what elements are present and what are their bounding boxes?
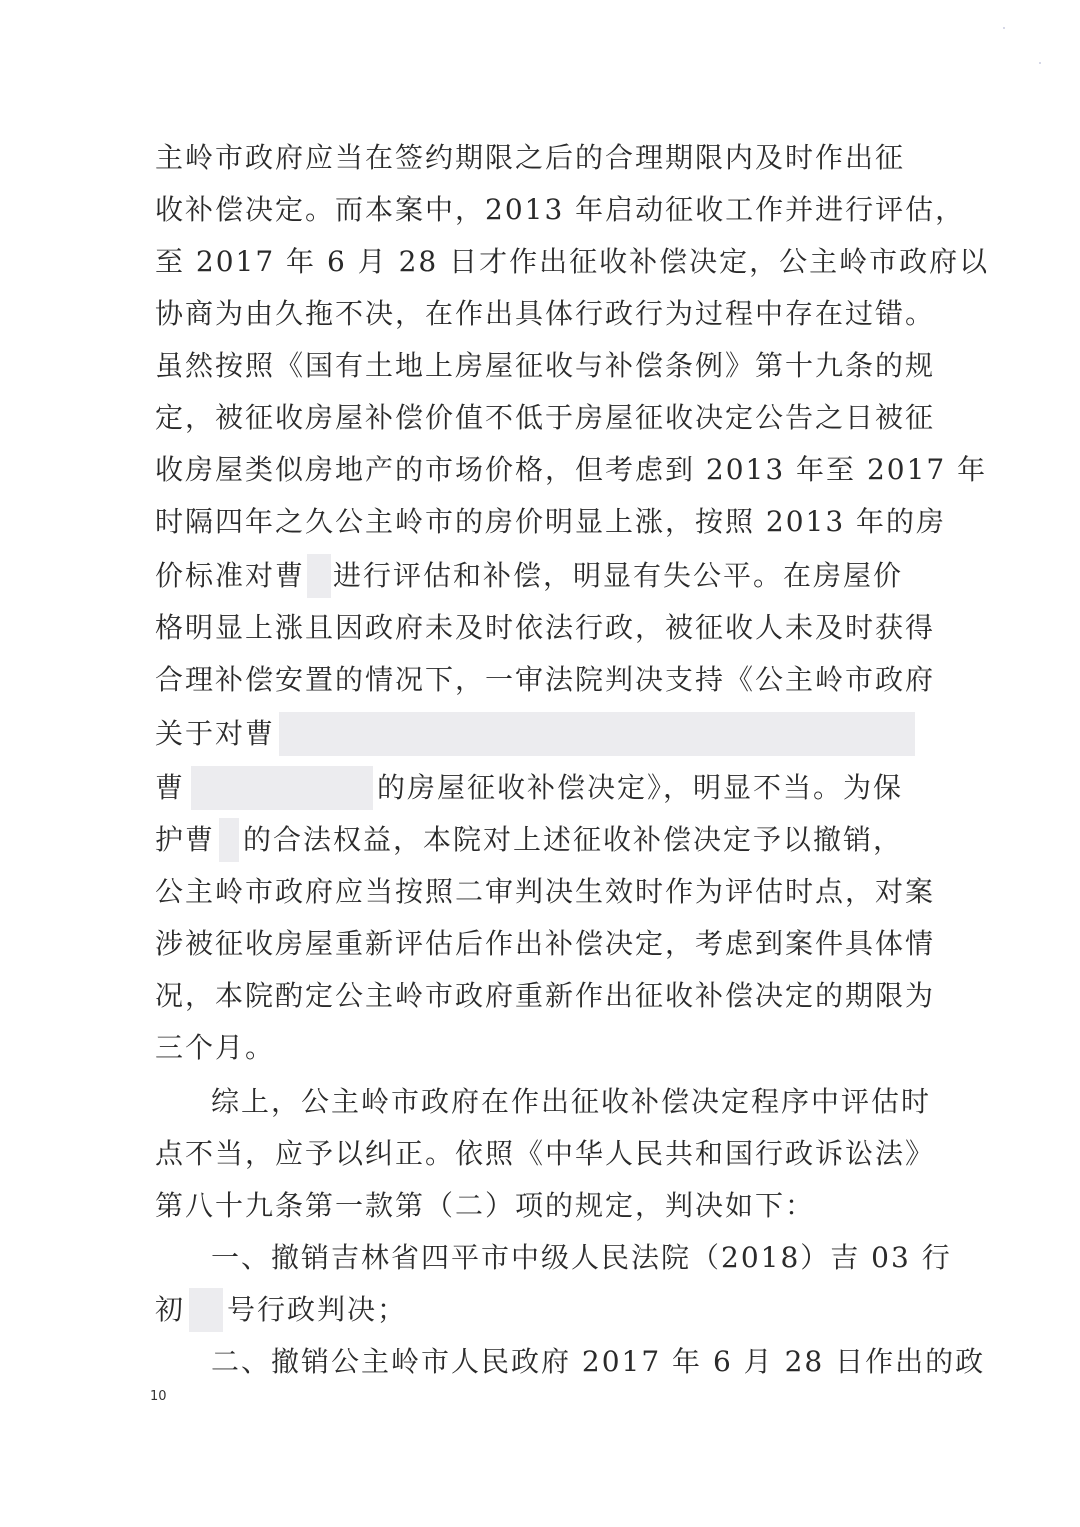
redaction-block: [219, 818, 239, 862]
redaction-block: [191, 766, 373, 810]
text-segment: 关于对曹: [155, 717, 276, 750]
text-segment: 初: [155, 1293, 186, 1326]
text-line: 格明显上涨且因政府未及时依法行政，被征收人未及时获得: [155, 611, 936, 644]
text-line-redacted: [155, 714, 915, 754]
text-line: 三个月。: [155, 1031, 276, 1064]
text-segment: 进行评估和补偿，明显有失公平。在房屋价: [332, 559, 903, 592]
scan-speck: [1003, 27, 1005, 29]
text-line: 合理补偿安置的情况下，一审法院判决支持《公主岭市政府: [155, 663, 936, 696]
text-line: 时隔四年之久公主岭市的房价明显上涨，按照 2013 年的房: [155, 505, 947, 538]
text-line: 况，本院酌定公主岭市政府重新作出征收补偿决定的期限为: [155, 979, 936, 1012]
text-segment: 的房屋征收补偿决定》，明显不当。为保: [376, 771, 903, 804]
text-segment: 护曹: [155, 823, 216, 856]
text-line: 至 2017 年 6 月 28 日才作出征收补偿决定，公主岭市政府以: [155, 245, 990, 278]
scan-speck: [1039, 62, 1041, 64]
redaction-block: [307, 554, 331, 598]
text-line-redacted: [155, 820, 903, 860]
text-line: 涉被征收房屋重新评估后作出补偿决定，考虑到案件具体情: [155, 927, 936, 960]
text-line: 二、撤销公主岭市人民政府 2017 年 6 月 28 日作出的政: [211, 1345, 986, 1378]
text-segment: 曹: [155, 771, 186, 804]
text-line: 虽然按照《国有土地上房屋征收与补偿条例》第十九条的规: [155, 349, 936, 382]
text-line-redacted: [155, 556, 903, 596]
text-line: 主岭市政府应当在签约期限之后的合理期限内及时作出征: [155, 141, 906, 174]
text-line-redacted: [155, 1290, 903, 1330]
text-line-redacted: [155, 768, 903, 808]
text-line: 综上，公主岭市政府在作出征收补偿决定程序中评估时: [211, 1085, 932, 1118]
page-number: 10: [150, 1389, 167, 1404]
text-line: 定，被征收房屋补偿价值不低于房屋征收决定公告之日被征: [155, 401, 936, 434]
text-segment: 的合法权益，本院对上述征收补偿决定予以撤销，: [242, 823, 903, 856]
text-line: 收房屋类似房地产的市场价格，但考虑到 2013 年至 2017 年: [155, 453, 988, 486]
text-line: 第八十九条第一款第（二）项的规定，判决如下：: [155, 1189, 816, 1222]
text-line: 点不当，应予以纠正。依照《中华人民共和国行政诉讼法》: [155, 1137, 936, 1170]
redaction-block: [189, 1288, 223, 1332]
text-line: 公主岭市政府应当按照二审判决生效时作为评估时点，对案: [155, 875, 936, 908]
text-line: 一、撤销吉林省四平市中级人民法院（2018）吉 03 行: [211, 1241, 952, 1274]
redaction-block: [279, 712, 915, 756]
text-segment: 号行政判决；: [227, 1293, 408, 1326]
text-line: 协商为由久拖不决，在作出具体行政行为过程中存在过错。: [155, 297, 936, 330]
text-segment: 价标准对曹: [155, 559, 306, 592]
text-line: 收补偿决定。而本案中，2013 年启动征收工作并进行评估，: [155, 193, 966, 226]
